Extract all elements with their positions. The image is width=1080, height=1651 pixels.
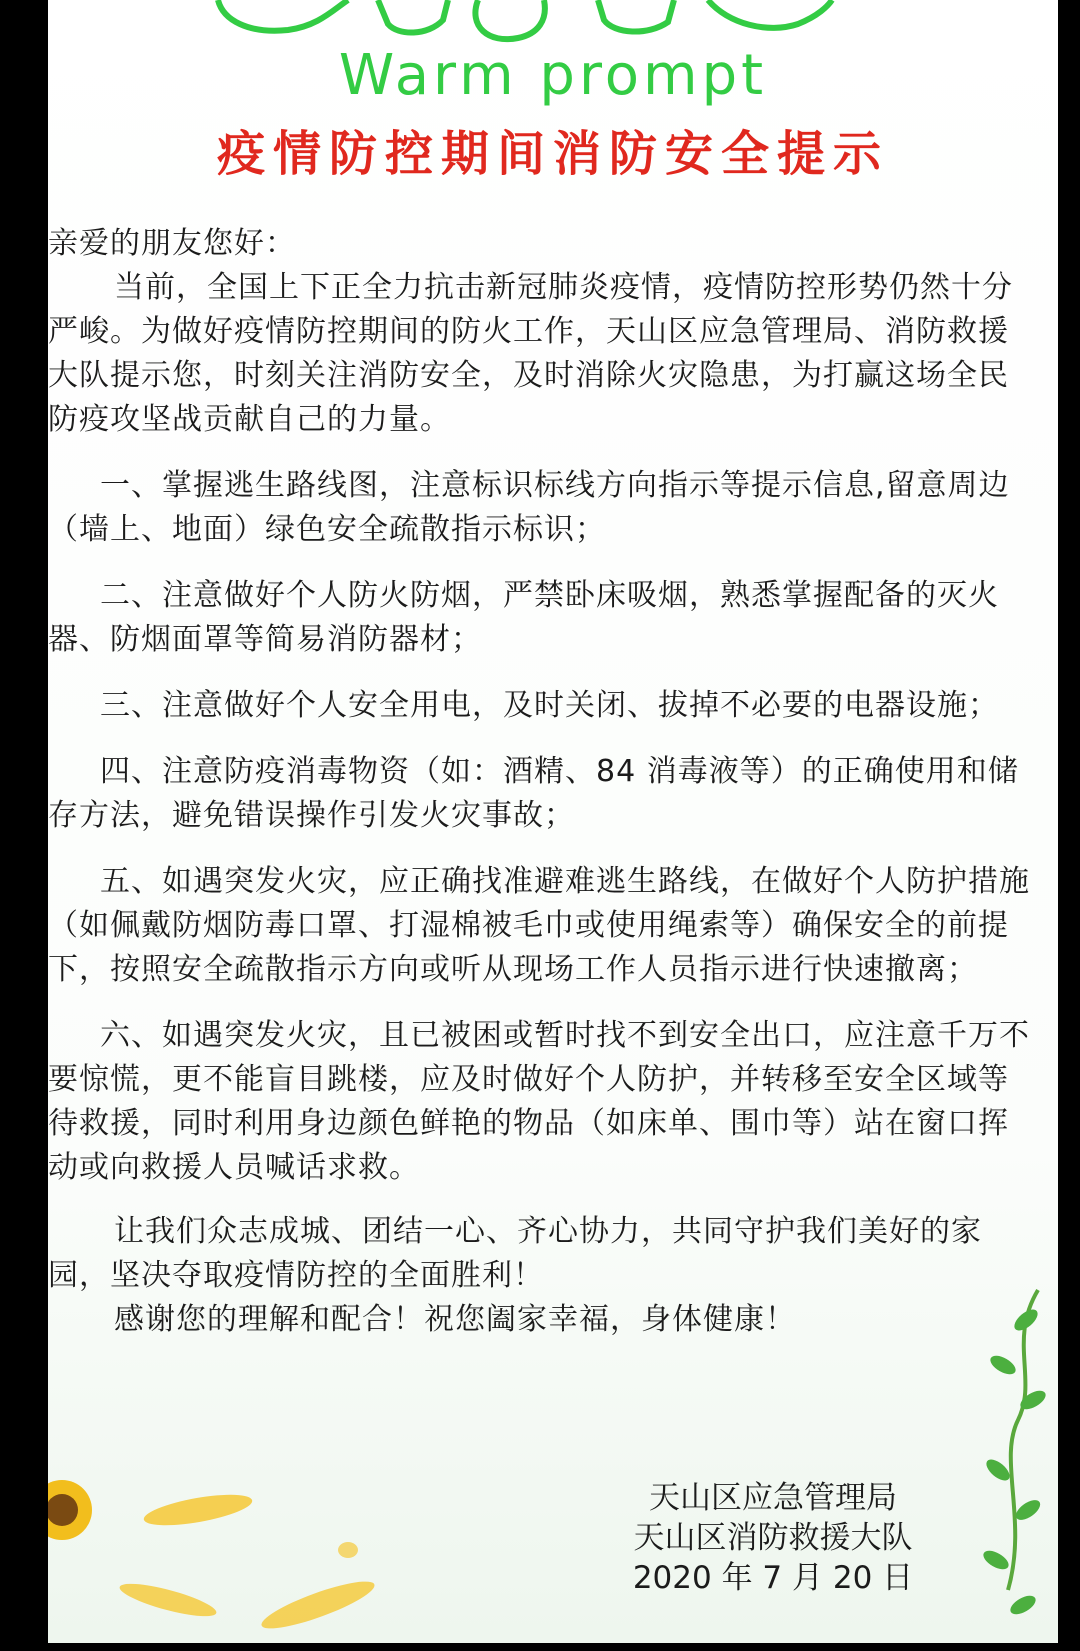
notice-body bbox=[48, 222, 1038, 1342]
signature-date: 2020 年 7 月 20 日 bbox=[632, 1560, 914, 1596]
signature-org-2: 天山区消防救援大队 bbox=[633, 1520, 913, 1556]
notice-poster bbox=[48, 0, 1058, 1643]
signature-block bbox=[608, 1478, 938, 1598]
sunflower-icon bbox=[48, 1480, 378, 1637]
greeting: 亲爱的朋友您好： bbox=[48, 226, 296, 261]
thanks-line: 感谢您的理解和配合！祝您阖家幸福，身体健康！ bbox=[114, 1302, 796, 1337]
tip-item-4: 四、注意防疫消毒物资（如：酒精、84 消毒液等）的正确使用和储存方法，避免错误操作引发火灾事故； bbox=[48, 754, 1019, 833]
signature-org-1: 天山区应急管理局 bbox=[649, 1480, 897, 1516]
closing-paragraph: 让我们众志成城、团结一心、齐心协力，共同守护我们美好的家园，坚决夺取疫情防控的全面胜利！ bbox=[48, 1214, 982, 1293]
english-subtitle: Warm prompt bbox=[338, 43, 768, 108]
tip-item-2: 二、注意做好个人防火防烟，严禁卧床吸烟，熟悉掌握配备的灭火器、防烟面罩等简易消防器材； bbox=[48, 578, 999, 657]
tip-item-6: 六、如遇突发火灾，且已被困或暂时找不到安全出口，应注意千万不要惊慌，更不能盲目跳楼，应及时做好个人防护，并转移至安全区域等待救援，同时利用身边颜色鲜艳的物品（如床单、围巾等）站在窗口挥动或向救援人员喊话求救。 bbox=[48, 1018, 1030, 1185]
tip-item-5: 五、如遇突发火灾，应正确找准避难逃生路线，在做好个人防护措施（如佩戴防烟防毒口罩、打湿棉被毛巾或使用绳索等）确保安全的前提下，按照安全疏散指示方向或听从现场工作人员指示进行快速撤离； bbox=[48, 864, 1030, 987]
intro-paragraph: 当前，全国上下正全力抗击新冠肺炎疫情，疫情防控形势仍然十分严峻。为做好疫情防控期间的防火工作，天山区应急管理局、消防救援大队提示您，时刻关注消防安全，及时消除火灾隐患，为打赢这场全民防疫攻坚战贡献自己的力量。 bbox=[48, 270, 1013, 437]
tip-item-3: 三、注意做好个人安全用电，及时关闭、拔掉不必要的电器设施； bbox=[100, 688, 999, 723]
notice-title: 疫情防控期间消防安全提示 bbox=[216, 126, 889, 182]
tip-item-1: 一、掌握逃生路线图，注意标识标线方向指示等提示信息,留意周边（墙上、地面）绿色安全疏散指示标识； bbox=[48, 468, 1010, 547]
